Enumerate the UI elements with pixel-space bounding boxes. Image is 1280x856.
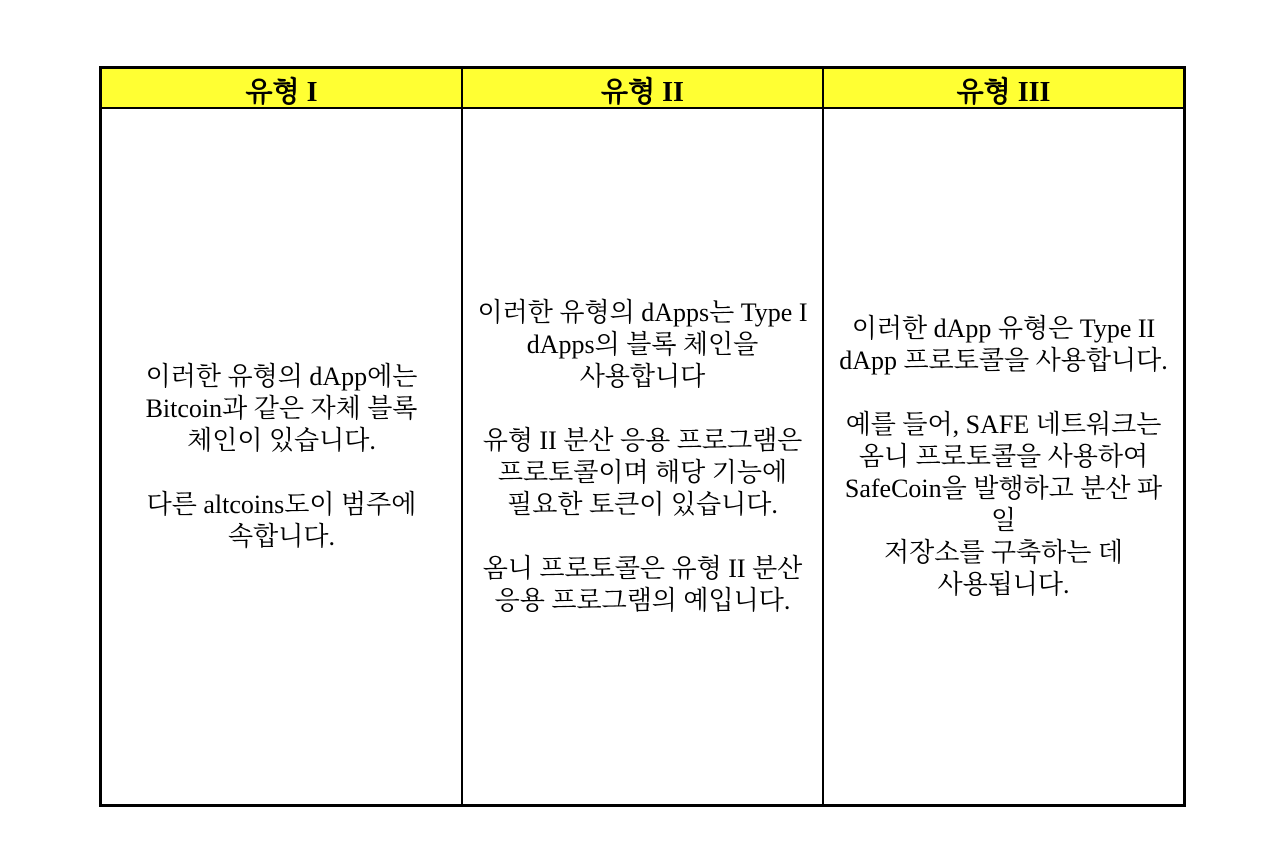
text-line: Bitcoin과 같은 자체 블록 [145, 393, 418, 423]
header-type-3: 유형 III [956, 77, 1051, 108]
type-3-paragraph-1 [839, 313, 1167, 377]
text-line: 저장소를 구축하는 데 [883, 537, 1124, 567]
text-line: 옴니 프로토콜을 사용하여 [858, 441, 1149, 471]
text-line: dApp 프로토콜을 사용합니다. [839, 345, 1168, 375]
text-line: 사용합니다 [579, 361, 706, 391]
text-line: 필요한 토큰이 있습니다. [507, 489, 778, 519]
type-1-paragraph-2 [147, 489, 417, 553]
comparison-table [99, 66, 1186, 807]
type-2-paragraph-2 [483, 425, 803, 521]
cell-type-1 [102, 109, 463, 804]
table-body-row [102, 109, 1183, 804]
header-type-1: 유형 I [102, 69, 463, 107]
text-line: 이러한 dApp 유형은 Type II [851, 313, 1156, 343]
text-line: 예를 들어, SAFE 네트워크는 [845, 409, 1162, 439]
table-header-row [102, 69, 1183, 109]
cell-type-2 [463, 109, 824, 804]
text-line: 이러한 유형의 dApps는 Type I [477, 297, 808, 327]
text-line: SafeCoin을 발행하고 분산 파일 [844, 473, 1163, 535]
header-type-2: 유형 II [463, 69, 824, 107]
type-2-paragraph-3 [483, 553, 803, 617]
text-line: dApps의 블록 체인을 [526, 329, 759, 359]
type-3-paragraph-2 [834, 409, 1173, 601]
text-line: 이러한 유형의 dApp에는 [145, 361, 418, 391]
text-line: 옴니 프로토콜은 유형 II 분산 [482, 553, 803, 583]
text-line: 사용됩니다. [937, 569, 1070, 599]
type-1-paragraph-1 [146, 361, 418, 457]
cell-type-3 [824, 109, 1183, 804]
text-line: 프로토콜이며 해당 기능에 [497, 457, 788, 487]
type-2-paragraph-1 [478, 297, 808, 393]
text-line: 다른 altcoins도이 범주에 [146, 489, 417, 519]
text-line: 체인이 있습니다. [187, 425, 376, 455]
text-line: 속합니다. [228, 521, 335, 551]
text-line: 유형 II 분산 응용 프로그램은 [482, 425, 803, 455]
text-line: 응용 프로그램의 예입니다. [494, 585, 791, 615]
